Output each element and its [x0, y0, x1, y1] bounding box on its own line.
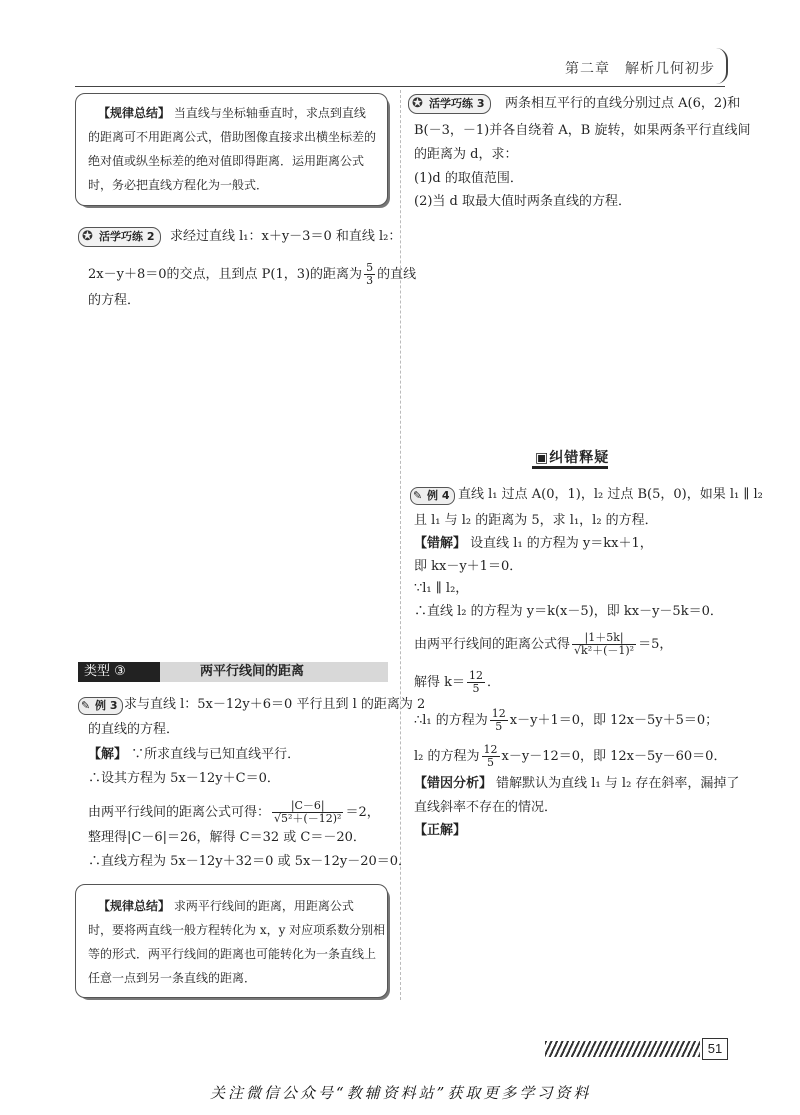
- wrong-solution-text: 解得 k＝: [414, 675, 466, 690]
- example3-line: 的直线的方程．: [88, 722, 180, 737]
- example3-line: 求与直线 l：5x－12y＋6＝0 平行且到 l 的距离为 2: [124, 697, 426, 712]
- solution-text: 由两平行线间的距离公式可得：: [88, 805, 271, 820]
- star-icon: ✪: [82, 229, 93, 244]
- wrong-solution-text: x－y－12＝0，即 12x－5y－60＝0．: [501, 749, 727, 764]
- fraction-denominator: 5: [487, 756, 495, 769]
- wrong-solution-line: ∴直线 l₂ 的方程为 y＝k(x－5)，即 kx－y－5k＝0．: [414, 604, 723, 619]
- example3-solution-line: ∴设其方程为 5x－12y＋C＝0．: [88, 771, 280, 786]
- fraction-denominator: 3: [366, 274, 374, 287]
- practice3-line: B(－3，－1)并各自绕着 A，B 旋转，如果两条平行直线间: [414, 123, 751, 138]
- summary-label: 【规律总结】: [98, 899, 171, 913]
- fraction-denominator: √k²＋(－1)²: [574, 644, 635, 657]
- fraction-denominator: √5²＋(－12)²: [274, 812, 342, 825]
- practice-badge-2: [78, 227, 161, 247]
- practice2-line: 的方程．: [88, 293, 141, 308]
- summary-text-line: 的距离可不用距离公式，借助图像直接求出横坐标差的: [88, 130, 377, 144]
- section-title-underline: [532, 466, 608, 469]
- correct-solution-label-text: 【正解】: [414, 823, 467, 838]
- practice-badge-3: [408, 94, 491, 114]
- fraction: [482, 744, 500, 769]
- example4-line: 直线 l₁ 过点 A(0，1)，l₂ 过点 B(5，0)，如果 l₁ ∥ l₂: [458, 487, 763, 502]
- error-cause-line: 直线斜率不存在的情况．: [414, 800, 558, 815]
- example-badge-3: [78, 697, 123, 715]
- summary-box-2: [75, 884, 388, 998]
- wrong-solution-label: 【错解】: [414, 536, 467, 551]
- summary-box-1: [75, 93, 388, 206]
- error-cause-line: [414, 775, 739, 793]
- wrong-solution-line: ∵l₁ ∥ l₂，: [414, 581, 469, 596]
- summary-text-line: 时，要将两直线一般方程转化为 x，y 对应项系数分别相: [88, 923, 386, 937]
- type-label: 类型 ③: [78, 662, 160, 682]
- wrong-solution-line: 即 kx－y＋1＝0．: [414, 559, 523, 574]
- section-title-text: 纠错释疑: [549, 450, 610, 466]
- wrong-solution-text: ＝5，: [638, 637, 673, 652]
- fraction: [572, 632, 636, 657]
- wrong-solution-text: ．: [487, 675, 501, 690]
- example-badge-label: 例 4: [427, 489, 450, 502]
- summary-text-line: 时，务必把直线方程化为一般式．: [88, 178, 269, 192]
- type-title: 两平行线间的距离: [200, 664, 305, 679]
- fraction-numerator: 12: [483, 743, 498, 756]
- practice2-line: 求经过直线 l₁：x＋y－3＝0 和直线 l₂：: [170, 229, 402, 244]
- example3-solution-line: 整理得|C－6|＝26，解得 C＝32 或 C＝－20．: [88, 830, 366, 845]
- wrong-solution-line: [414, 744, 726, 769]
- practice3-line: (2)当 d 取最大值时两条直线的方程．: [414, 194, 632, 209]
- section-title: [535, 447, 609, 467]
- summary-text-line: 绝对值或纵坐标差的绝对值即得距离．运用距离公式: [88, 154, 365, 168]
- example4-line: 且 l₁ 与 l₂ 的距离为 5，求 l₁，l₂ 的方程．: [414, 513, 658, 528]
- pen-icon: ✎: [413, 489, 423, 502]
- fraction: [272, 800, 343, 825]
- summary-text-line: 求两平行线间的距离，用距离公式: [173, 899, 354, 913]
- practice3-line: (1)d 的取值范围．: [414, 171, 523, 186]
- header-bracket-decoration: [716, 48, 728, 84]
- wrong-solution-line: [414, 708, 718, 733]
- example-badge-4: [410, 487, 455, 505]
- wrong-solution-line: [414, 670, 500, 695]
- solution-label: 【解】: [88, 747, 128, 762]
- practice-badge-label: 活学巧练 2: [99, 230, 155, 243]
- solution-text: ＝2，: [345, 805, 380, 820]
- correct-solution-label: [414, 822, 466, 840]
- practice2-line: [88, 262, 416, 287]
- fraction-denominator: 5: [495, 720, 503, 733]
- fraction-numerator: 12: [491, 707, 506, 720]
- pen-icon: ✎: [81, 699, 91, 712]
- error-cause-label: 【错因分析】: [414, 776, 493, 791]
- wrong-solution-line: [414, 535, 653, 553]
- example3-solution-line: ∴直线方程为 5x－12y＋32＝0 或 5x－12y－20＝0．: [88, 854, 412, 869]
- example3-solution-line: [88, 746, 300, 764]
- practice-badge-label: 活学巧练 3: [429, 97, 485, 110]
- fraction: [467, 670, 485, 695]
- example3-solution-line: [88, 800, 380, 825]
- solution-text: ∵所求直线与已知直线平行．: [131, 747, 301, 762]
- wrong-solution-text: x－y＋1＝0，即 12x－5y＋5＝0；: [509, 713, 719, 728]
- practice3-line: 两条相互平行的直线分别过点 A(6，2)和: [505, 96, 741, 111]
- practice2-text: 2x－y＋8＝0的交点，且到点 P(1，3)的距离为: [88, 267, 363, 282]
- chapter-header: 第二章 解析几何初步: [565, 61, 715, 77]
- summary-text-line: 当直线与坐标轴垂直时，求点到直线: [173, 106, 366, 120]
- wrong-solution-line: [414, 632, 672, 657]
- summary-text-line: 等的形式．两平行线间的距离也可能转化为一条直线上: [88, 947, 377, 961]
- wrong-solution-text: l₂ 的方程为: [414, 749, 480, 764]
- page-number-stripe-decoration: [545, 1041, 700, 1057]
- fraction-numerator: 5: [366, 261, 374, 274]
- fraction-numerator: |1＋5k|: [572, 632, 636, 645]
- star-icon: ✪: [412, 96, 423, 111]
- wrong-solution-text: 设直线 l₁ 的方程为 y＝kx＋1，: [470, 536, 653, 551]
- fraction: [490, 708, 508, 733]
- fraction: [364, 262, 375, 287]
- error-cause-text: 错解默认为直线 l₁ 与 l₂ 存在斜率，漏掉了: [496, 776, 740, 791]
- summary-text-line: 任意一点到另一条直线的距离．: [88, 971, 257, 985]
- practice3-line: 的距离为 d，求：: [414, 147, 518, 162]
- header-rule: [75, 86, 725, 87]
- wrong-solution-text: 由两平行线间的距离公式得: [414, 637, 571, 652]
- fraction-numerator: |C－6|: [272, 800, 343, 813]
- page-number: 51: [702, 1038, 728, 1060]
- example-badge-label: 例 3: [95, 699, 118, 712]
- footer-note: 关注微信公众号“教辅资料站”获取更多学习资料: [210, 1084, 592, 1102]
- fraction-denominator: 5: [472, 682, 480, 695]
- practice2-text: 的直线: [377, 267, 417, 282]
- wrong-solution-text: ∴l₁ 的方程为: [414, 713, 488, 728]
- summary-label: 【规律总结】: [98, 106, 171, 120]
- section-icon: ▣: [535, 450, 550, 466]
- fraction-numerator: 12: [469, 669, 484, 682]
